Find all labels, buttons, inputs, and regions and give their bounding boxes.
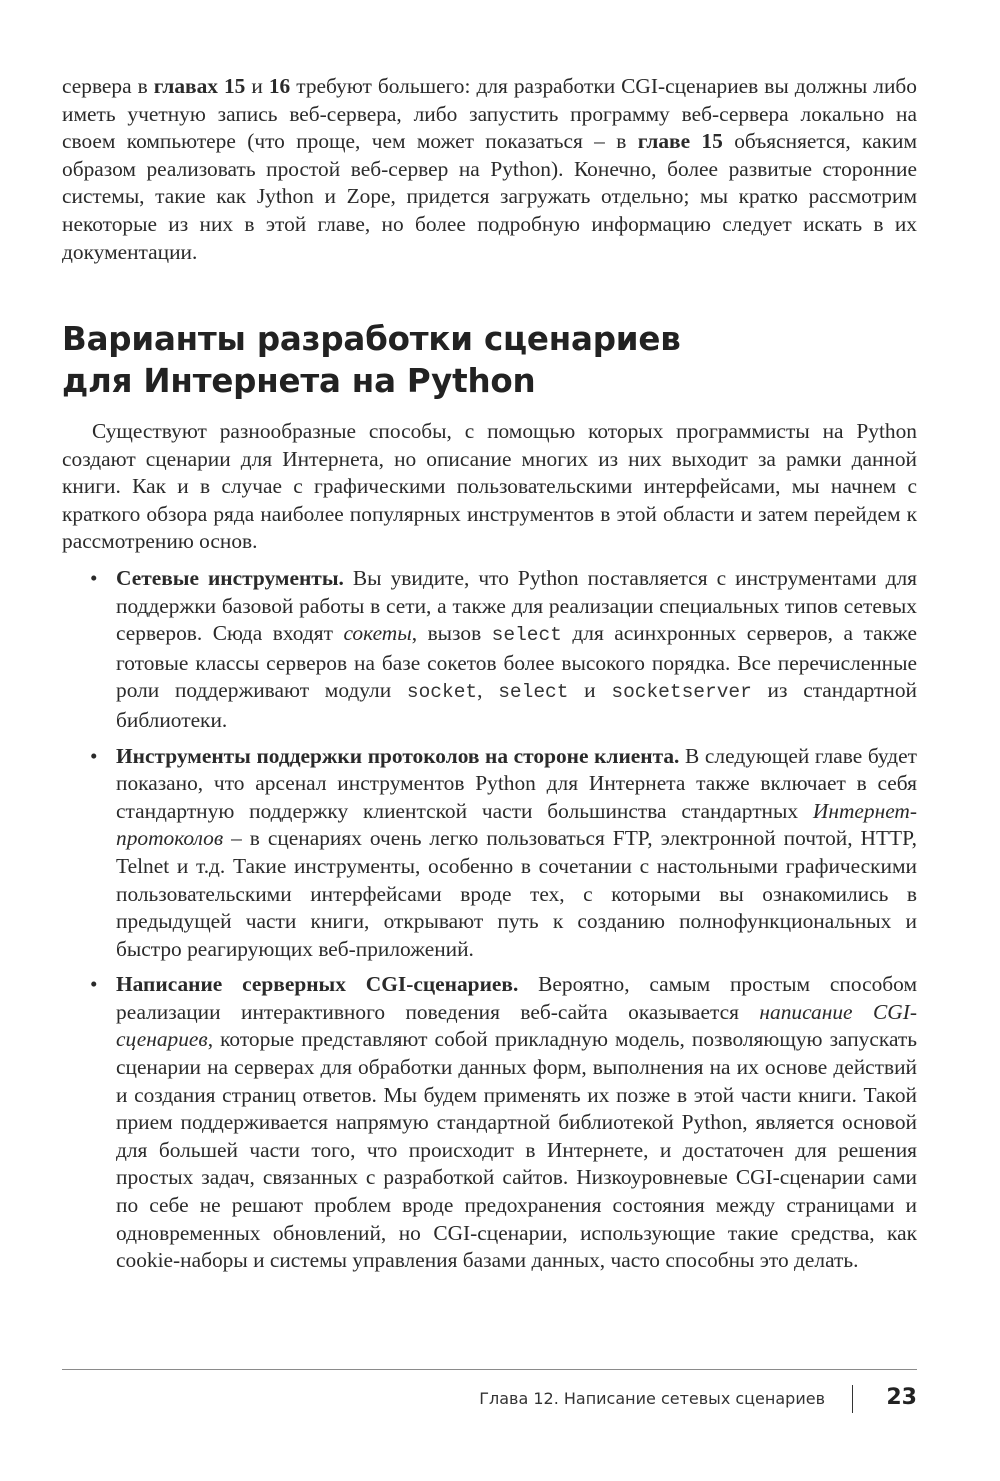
bullet-marker: •	[90, 565, 98, 590]
bullet-list	[62, 565, 917, 1275]
bullet-title: Сетевые инструменты.	[116, 565, 344, 590]
bullet-title: Инструменты поддержки протоколов на стороне клиента.	[116, 743, 680, 768]
bullet-marker: •	[90, 743, 98, 768]
intro-bold-16: 16	[268, 74, 291, 98]
bullet-text: Вы увидите, что Python поставляется с инструментами для поддержки базовой работы в сети, а также для реализации специальных типов сетевых серверов. Сюда входят	[116, 565, 917, 646]
bullet-item-cgi-scripts	[62, 971, 917, 1275]
section-intro-paragraph: Существуют разнообразные способы, с помощью которых программисты на Python создают сценарии для Интернета, но описание многих из них выходит за рамки данной книги. Как и в случае с графическими пользовательскими интерфейсами, мы начнем с краткого обзора ряда наиболее популярных инструментов в этой области и затем перейдем к рассмотрению основ.	[62, 419, 917, 554]
intro-text-1: сервера в	[62, 74, 154, 98]
section-heading-line1: Варианты разработки сценариев	[62, 320, 681, 358]
bullet-text: – в сценариях очень легко пользоваться FTP, электронной почтой, HTTP, Telnet и т.д. Такие инструменты, особенно в сочетании с настольными графическими пользовательскими интерфейсами вроде тех, с которыми вы ознакомились в предыдущей части книги, открывают путь к созданию полнофункциональных и быстро реагирующих веб-приложений.	[116, 826, 917, 961]
bullet-text: Вероятно, самым простым способом реализации интерактивного поведения веб-сайта оказывается	[116, 972, 918, 1024]
italic-term: сокеты	[343, 621, 412, 646]
footer-separator	[852, 1385, 853, 1413]
intro-bold-chapters: главах 15	[153, 74, 246, 98]
bullet-text: ,	[477, 678, 499, 703]
code-term: socket	[406, 681, 478, 704]
section-heading-line2: для Интернета на Python	[62, 362, 536, 400]
code-term: select	[491, 624, 562, 647]
intro-text-3: требуют большего: для разработки CGI-сценариев вы должны либо иметь учетную запись веб-сервера, либо запустить программу веб-сервера локально на своем компьютере (что проще, чем может показаться – в	[62, 74, 917, 154]
page-number: 23	[886, 1385, 917, 1410]
code-term: socketserver	[611, 681, 752, 704]
section-heading	[62, 318, 922, 402]
intro-text-2: и	[245, 74, 269, 98]
bullet-title: Написание серверных CGI-сценариев.	[116, 972, 519, 997]
intro-paragraph	[62, 73, 917, 266]
running-chapter-title: Глава 12. Написание сетевых сценариев	[479, 1389, 825, 1408]
intro-text-4: объясняется, каким образом реализовать простой веб-сервер на Python). Конечно, более развитые сторонние системы, такие как Jython и Zope, придется загружать отдельно; мы кратко рассмотрим некоторые из них в этой главе, но более подробную информацию следует искать в их документации.	[62, 129, 917, 264]
code-term: select	[498, 681, 569, 704]
footer-divider	[62, 1369, 917, 1370]
italic-term: Интернет-протоколов	[116, 798, 917, 851]
bullet-item-network-tools	[62, 565, 917, 735]
intro-text	[62, 73, 917, 266]
page-footer	[62, 1385, 917, 1417]
bullet-text: , которые представляют собой прикладную модель, позволяющую запускать сценарии на серверах для обработки данных форм, выполнения на их основе действий и создания страниц ответов. Мы будем применять их позже в этой части книги. Такой прием поддерживается напрямую стандартной библиотекой Python, является основой для большей части того, что происходит в Интернете, и достаточен для решения простых задач, связанных с разработкой сайтов. Низкоуровневые CGI-сценарии сами по себе не решают проблем вроде предохранения состояния между страницами и одновременных обновлений, но CGI-сценарии, использующие такие средства, как cookie-наборы и системы управления базами данных, часто способны это делать.	[116, 1027, 917, 1273]
bullet-text: , вызов	[411, 621, 492, 646]
bullet-item-client-protocols	[62, 743, 917, 964]
bullet-text: из стандартной библиотеки.	[116, 678, 917, 732]
bullet-text: и	[568, 678, 612, 703]
intro-bold-chapter15: главе 15	[637, 129, 723, 154]
bullet-marker: •	[90, 972, 98, 997]
bullet-text: В следующей главе будет показано, что арсенал инструментов Python для Интернета также включает в себя стандартную поддержку клиентской части большинства стандартных	[116, 743, 917, 823]
bullet-text: для асинхронных серверов, а также готовые классы серверов на базе сокетов более высокого порядка. Все перечисленные роли поддерживают модули	[116, 621, 917, 703]
italic-term: написание CGI-сценариев	[116, 999, 917, 1052]
section-body	[62, 418, 917, 1283]
